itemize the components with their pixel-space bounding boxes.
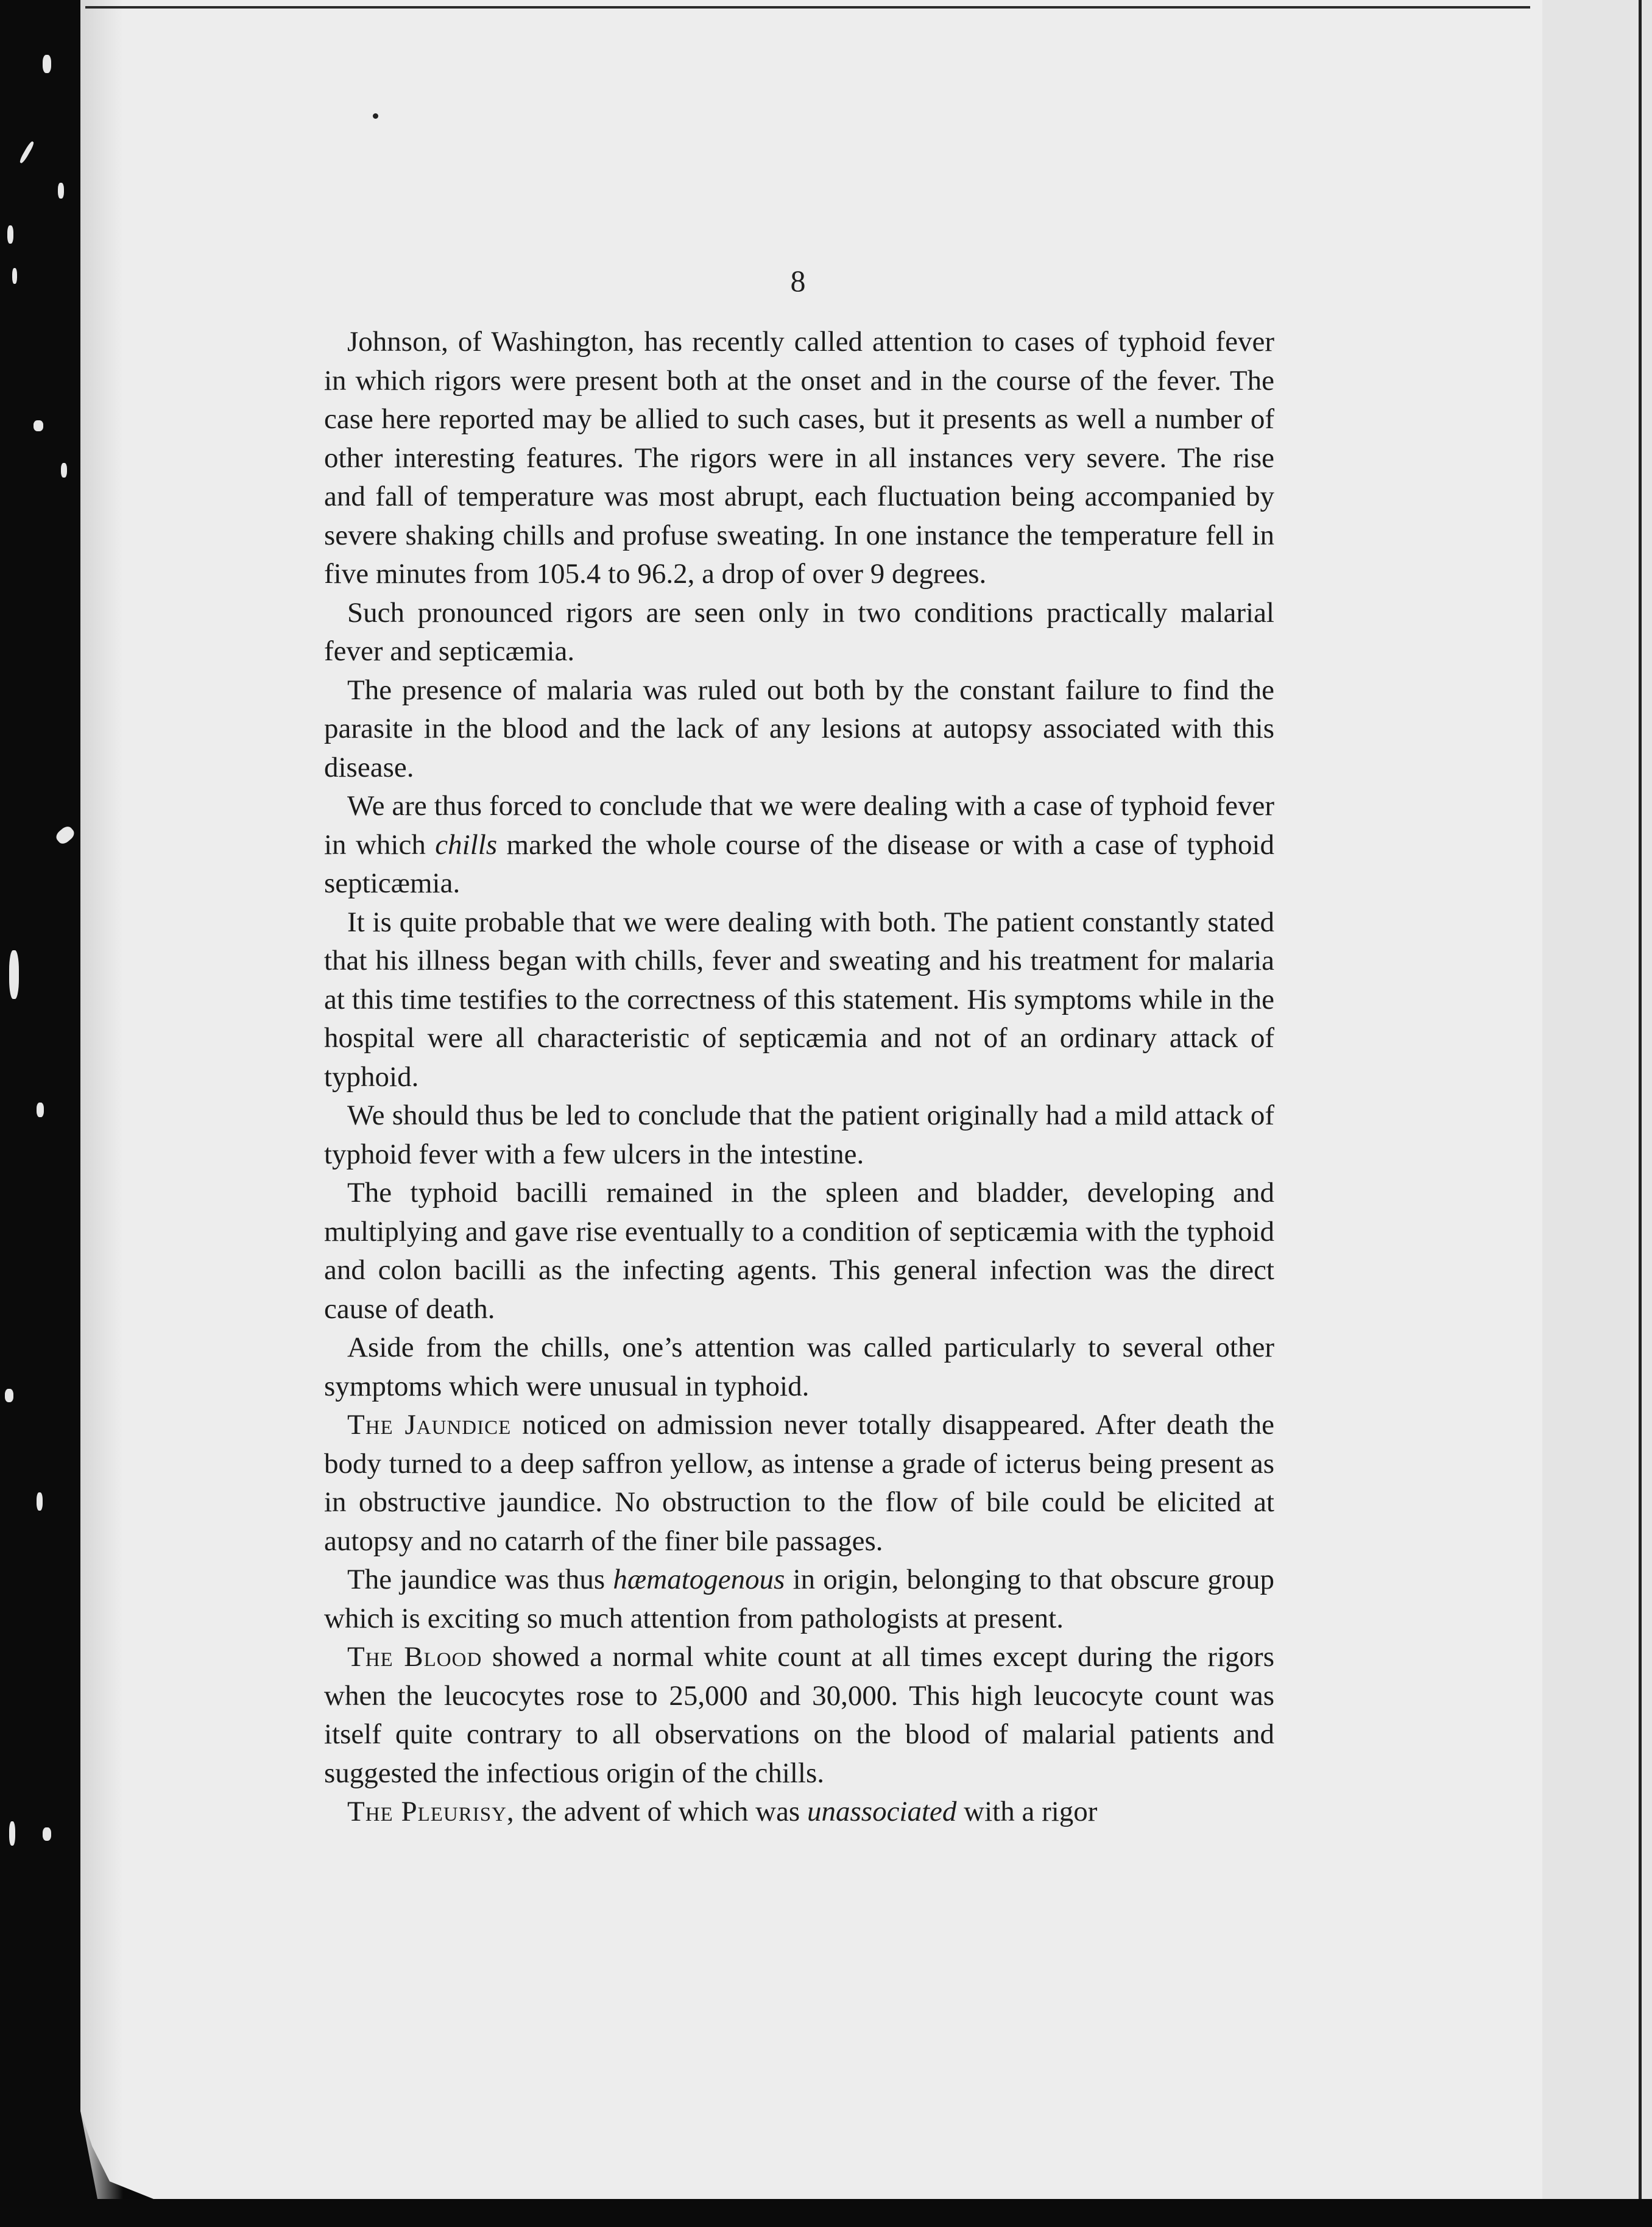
paragraph-text: with a rigor bbox=[956, 1796, 1098, 1827]
paragraph-text: We are thus forced to conclude that we were dealing with a case of typhoid fever in which bbox=[324, 790, 1274, 861]
paragraph bbox=[324, 1638, 1274, 1793]
emphasis: hæmatogenous bbox=[613, 1564, 785, 1595]
page-top-edge bbox=[85, 6, 1530, 9]
paragraph bbox=[324, 1793, 1274, 1832]
scan-speck bbox=[19, 141, 35, 164]
paragraph: The typhoid bacilli remained in the spleen and bladder, developing and multiplying and gave rise eventually to a condition of septicæmia with the typhoid and colon bacilli as the infecting agents. This general infection was the direct cause of death. bbox=[324, 1177, 1274, 1325]
paragraph: Johnson, of Washington, has recently called attention to cases of typhoid fever in which rigors were present both at the onset and in the course of the fever. The case here reported may be allied to such cases, but it presents as well a number of other interesting features. The rigors were in all instances very severe. The rise and fall of temperature was most abrupt, each fluctuation being accompanied by severe shaking chills and profuse sweating. In one instance the temperature fell in five minutes from 105.4 to 96.2, a drop of over 9 degrees. bbox=[324, 326, 1274, 590]
paragraph-text: in origin, belonging to that obscure group which is exciting so much attention from pathologists at present. bbox=[324, 1564, 1275, 1634]
paragraph-text: the advent of which was bbox=[514, 1796, 807, 1827]
scan-speck bbox=[43, 1827, 51, 1841]
emphasis: unassociated bbox=[807, 1796, 957, 1827]
scan-speck bbox=[12, 268, 17, 284]
page-fold-shadow bbox=[80, 0, 123, 2199]
scan-speck bbox=[37, 1492, 43, 1511]
ink-dot bbox=[373, 113, 378, 119]
scan-speck bbox=[43, 55, 51, 73]
page-number: 8 bbox=[790, 264, 806, 298]
left-dark-margin bbox=[0, 0, 91, 2227]
leaf-edge-line bbox=[1639, 0, 1642, 2227]
paragraph-text: The jaundice was thus bbox=[347, 1564, 613, 1595]
body-text bbox=[324, 323, 1274, 1832]
scan-speck bbox=[9, 950, 19, 999]
paragraph: It is quite probable that we were dealing with both. The patient constantly stated that his illness began with chills, fever and sweating and his treatment for malaria at this time testifies to the correctness of this statement. His symptoms while in the hospital were all characteristic of septicæmia and not of an ordinary attack of typhoid. bbox=[324, 906, 1274, 1093]
paragraph-text: showed a normal white count at all times except during the rigors when the leucocytes rose to 25,000 and 30,000. This high leucocyte count was itself quite contrary to all observations on the blood of malarial patients and suggested the infectious origin of the chills. bbox=[324, 1641, 1274, 1789]
paragraph bbox=[324, 787, 1274, 903]
paragraph bbox=[324, 1561, 1274, 1638]
scan-speck bbox=[37, 1103, 44, 1117]
paragraph-text: marked the whole course of the disease or with a case of typhoid septicæmia. bbox=[324, 828, 1274, 899]
scan-speck bbox=[54, 824, 76, 846]
emphasis: chills bbox=[435, 828, 498, 861]
scan-speck bbox=[58, 183, 64, 199]
scan-speck bbox=[5, 1389, 13, 1402]
bottom-dark-margin bbox=[0, 2199, 1652, 2227]
paragraph bbox=[324, 1406, 1274, 1561]
scan-speck bbox=[7, 225, 13, 244]
paragraph-text: noticed on admission never totally disappeared. After death the body turned to a deep saffron yellow, as intense a grade of icterus being present as in obstructive jaundice. No obstruction to the flow of bile could be elicited at autopsy and no catarrh of the finer bile passages. bbox=[324, 1409, 1274, 1557]
scan-speck bbox=[61, 463, 67, 478]
paragraph: We should thus be led to conclude that the patient originally had a mild attack of typhoid fever with a few ulcers in the intestine. bbox=[324, 1099, 1274, 1170]
section-heading: The Jaundice bbox=[347, 1409, 512, 1441]
section-heading: The Pleurisy, bbox=[347, 1796, 515, 1827]
paragraph: The presence of malaria was ruled out both by the constant failure to find the parasite in the blood and the lack of any lesions at autopsy associated with this disease. bbox=[324, 674, 1274, 783]
scan-speck bbox=[34, 420, 43, 431]
section-heading: The Blood bbox=[347, 1641, 482, 1673]
scan-speck bbox=[9, 1821, 15, 1846]
paragraph: Aside from the chills, one’s attention was called particularly to several other symptoms which were unusual in typhoid. bbox=[324, 1332, 1274, 1402]
paragraph: Such pronounced rigors are seen only in two conditions practically malarial fever and septicæmia. bbox=[324, 596, 1274, 667]
